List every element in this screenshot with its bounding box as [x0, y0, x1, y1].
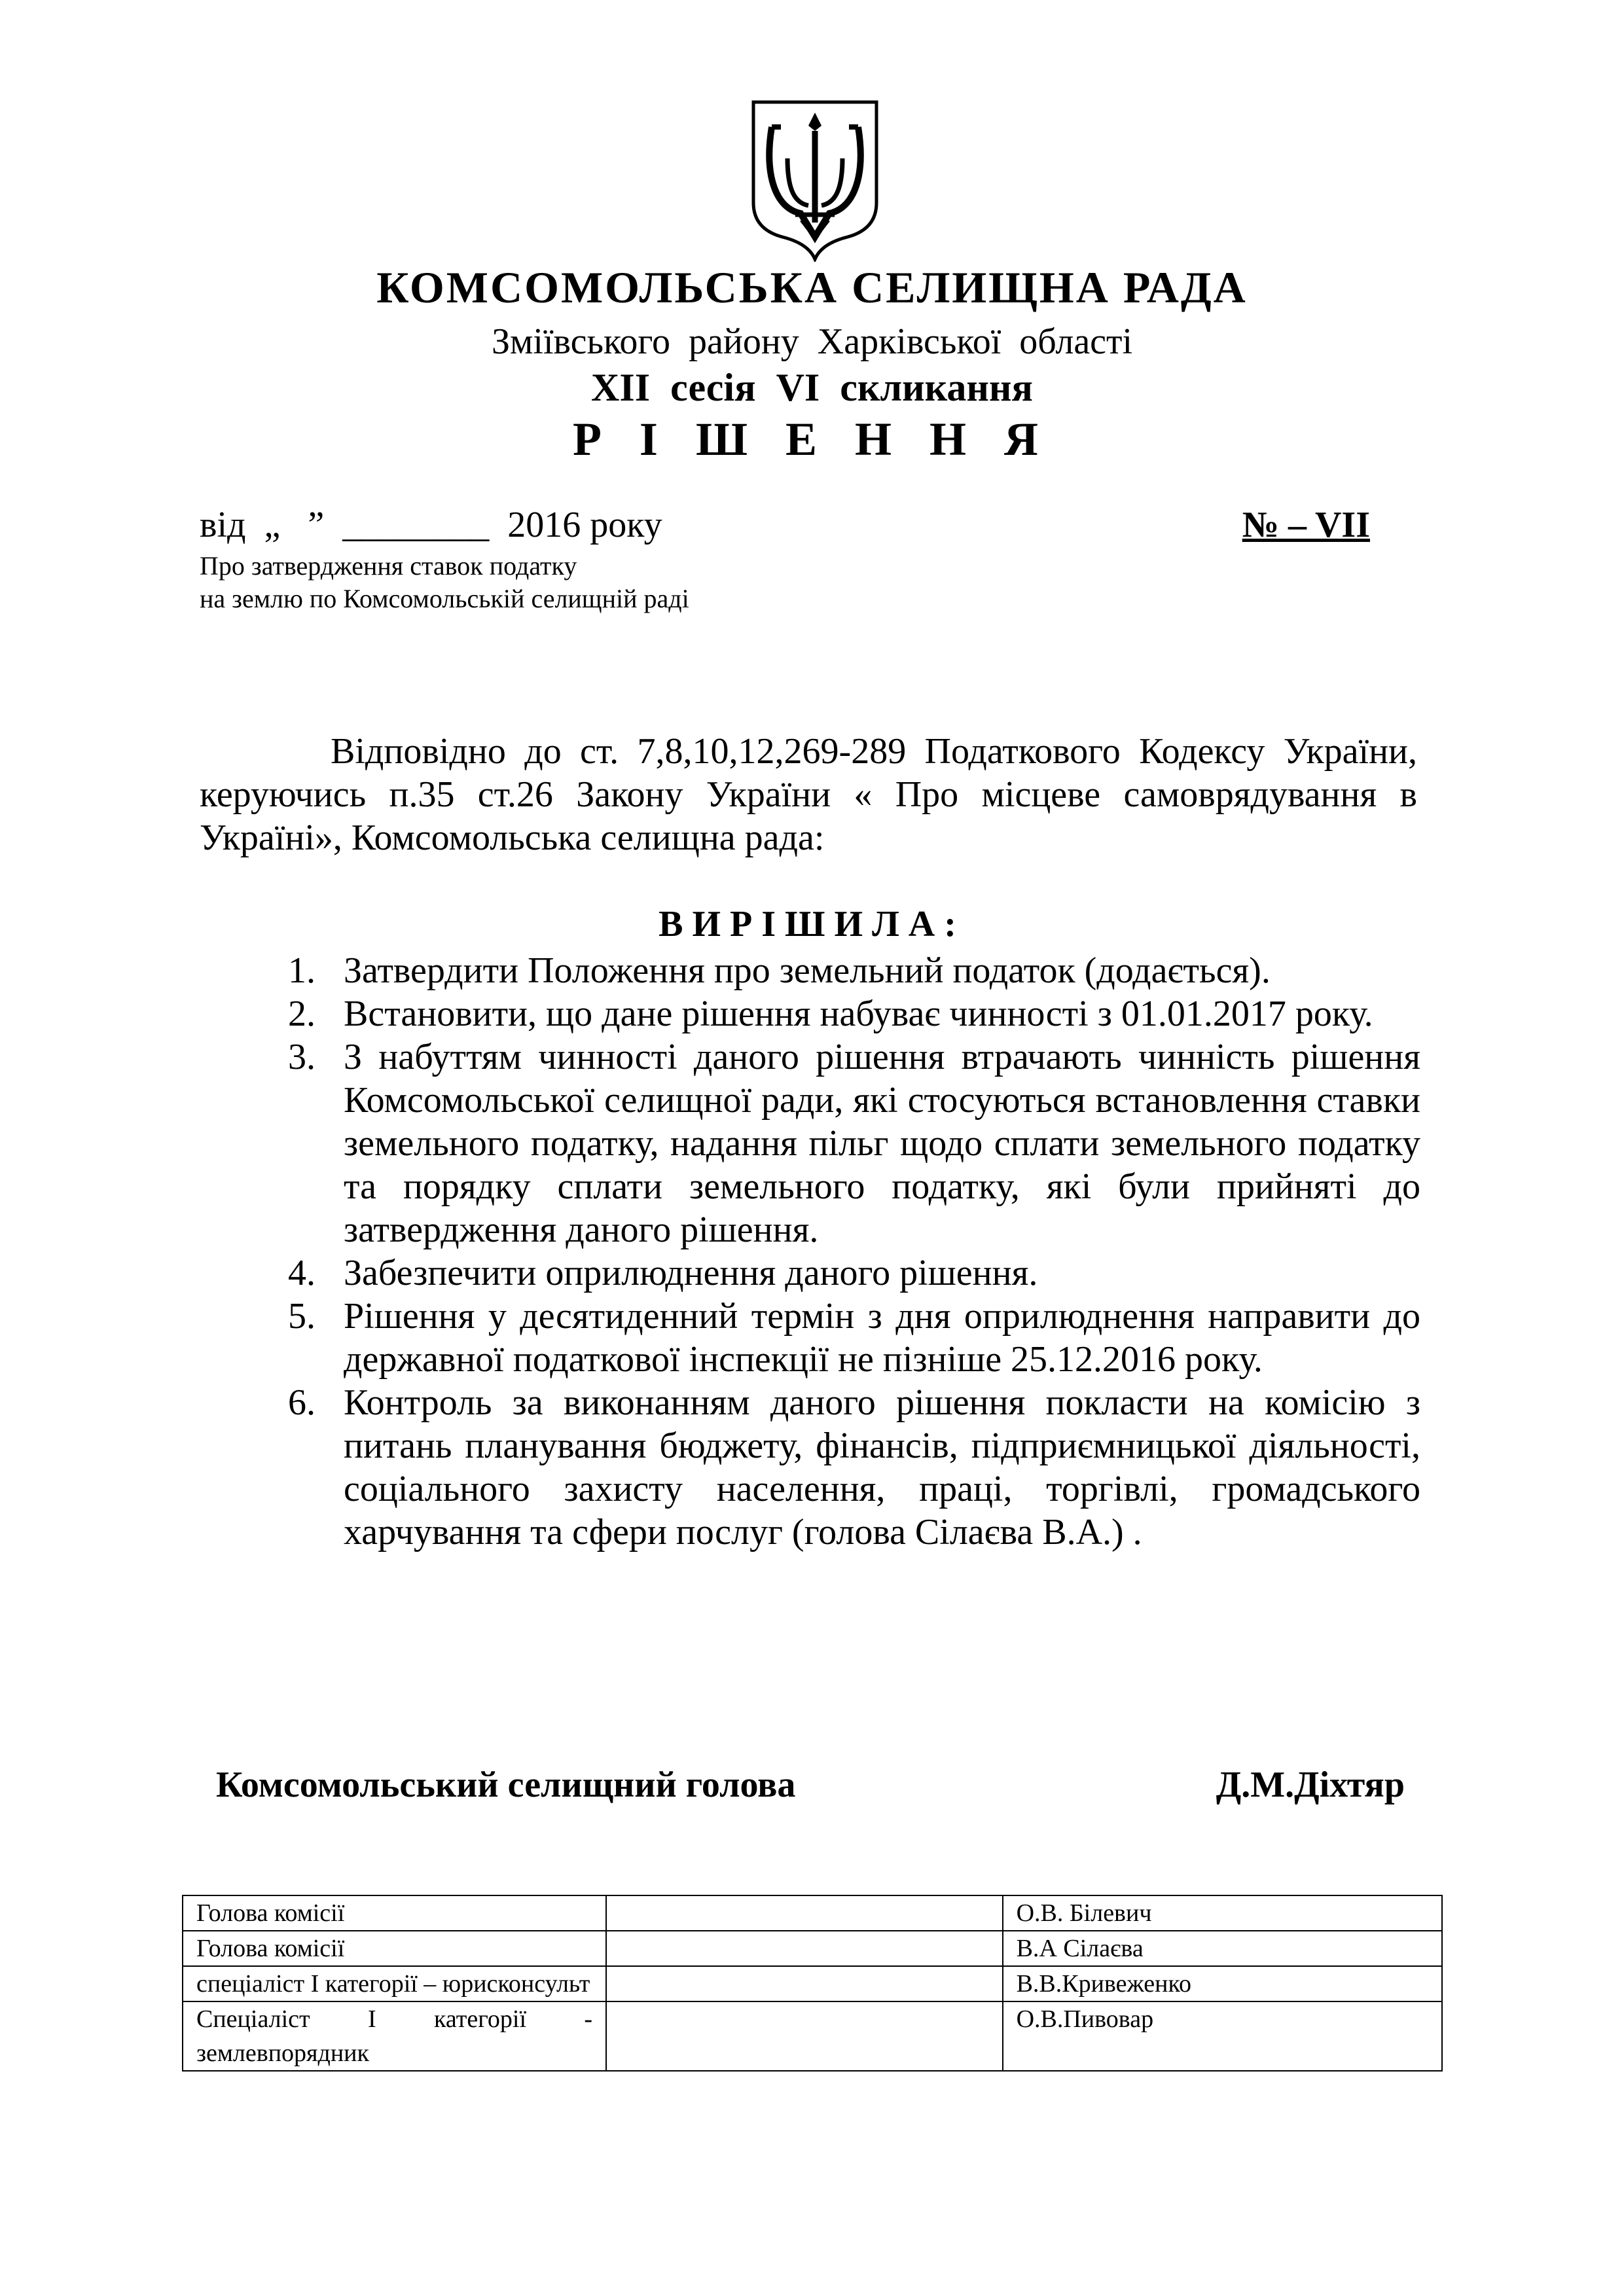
approver-name: В.А Сілаєва [1003, 1931, 1442, 1966]
item-number: 5. [288, 1296, 316, 1336]
approver-signature [606, 2001, 1003, 2071]
preamble [200, 730, 1417, 859]
coat-of-arms-icon [749, 98, 880, 262]
session-line: XII сесія VI скликання [591, 366, 1033, 409]
item-text: Затвердити Положення про земельний податок (додається). [344, 950, 1271, 991]
approver-role: Голова комісії [183, 1931, 606, 1966]
decision-subject [200, 550, 689, 615]
approver-signature [606, 1895, 1003, 1931]
preamble-text: Відповідно до ст. 7,8,10,12,269-289 Податкового Кодексу України, керуючись п.35 ст.26 Закону України « Про місцеве самоврядування в Україні», Комсомольська селищна рада: [200, 731, 1417, 858]
item-number: 3. [288, 1037, 316, 1077]
approver-name: О.В. Білевич [1003, 1895, 1442, 1931]
item-text: Встановити, що дане рішення набуває чинності з 01.01.2017 року. [344, 994, 1373, 1034]
council-name: КОМСОМОЛЬСЬКА СЕЛИЩНА РАДА [376, 262, 1248, 312]
item-text: Забезпечити оприлюднення даного рішення. [344, 1253, 1038, 1293]
approver-role: Голова комісії [183, 1895, 606, 1931]
resolution-item [288, 1295, 1420, 1381]
approver-signature [606, 1966, 1003, 2001]
resolution-item [288, 1381, 1420, 1554]
item-number: 1. [288, 950, 316, 991]
table-row [183, 1966, 1442, 2001]
approver-name: В.В.Кривеженко [1003, 1966, 1442, 2001]
approver-signature [606, 1931, 1003, 1966]
item-number: 2. [288, 994, 316, 1034]
decision-number: № – VII [1242, 505, 1370, 545]
resolution-item [288, 1251, 1420, 1295]
subject-line-2: на землю по Комсомольській селищній раді [200, 584, 689, 613]
signatory-name: Д.М.Діхтяр [1216, 1765, 1405, 1805]
table-row [183, 2001, 1442, 2071]
approver-name: О.В.Пивовар [1003, 2001, 1442, 2071]
subject-line-1: Про затвердження ставок податку [200, 551, 577, 581]
resolved-heading: ВИРІШИЛА: [659, 904, 965, 944]
signatory-title: Комсомольський селищний голова [216, 1765, 796, 1805]
item-text: З набуттям чинності даного рішення втрачають чинність рішення Комсомольської селищної ради, які стосуються встановлення ставки земельного податку, надання пільг щодо сплати земельного податку та порядку сплати земельного податку, які були прийняті до затвердження даного рішення. [344, 1037, 1420, 1250]
item-number: 4. [288, 1253, 316, 1293]
resolution-item [288, 949, 1420, 992]
table-row [183, 1931, 1442, 1966]
item-number: 6. [288, 1382, 316, 1423]
resolution-item [288, 992, 1420, 1035]
resolution-items [288, 949, 1420, 1554]
decision-date: від „ ” ________ 2016 року [200, 505, 662, 545]
approver-role: Спеціаліст I категорії - землевпорядник [183, 2001, 606, 2071]
approver-role: спеціаліст I категорії – юрисконсульт [183, 1966, 606, 2001]
table-row [183, 1895, 1442, 1931]
item-text: Рішення у десятиденний термін з дня оприлюднення направити до державної податкової інспекції не пізніше 25.12.2016 року. [344, 1296, 1420, 1380]
approvals-table [182, 1895, 1443, 2072]
district-line: Зміївського району Харківської області [491, 321, 1133, 362]
resolution-item [288, 1035, 1420, 1251]
decision-title: Р І Ш Е Н Н Я [572, 413, 1052, 465]
item-text: Контроль за виконанням даного рішення покласти на комісію з питань планування бюджету, фінансів, підприємницької діяльності, соціального захисту населення, праці, торгівлі, громадського харчування та сфери послуг (голова Сілаєва В.А.) . [344, 1382, 1420, 1552]
